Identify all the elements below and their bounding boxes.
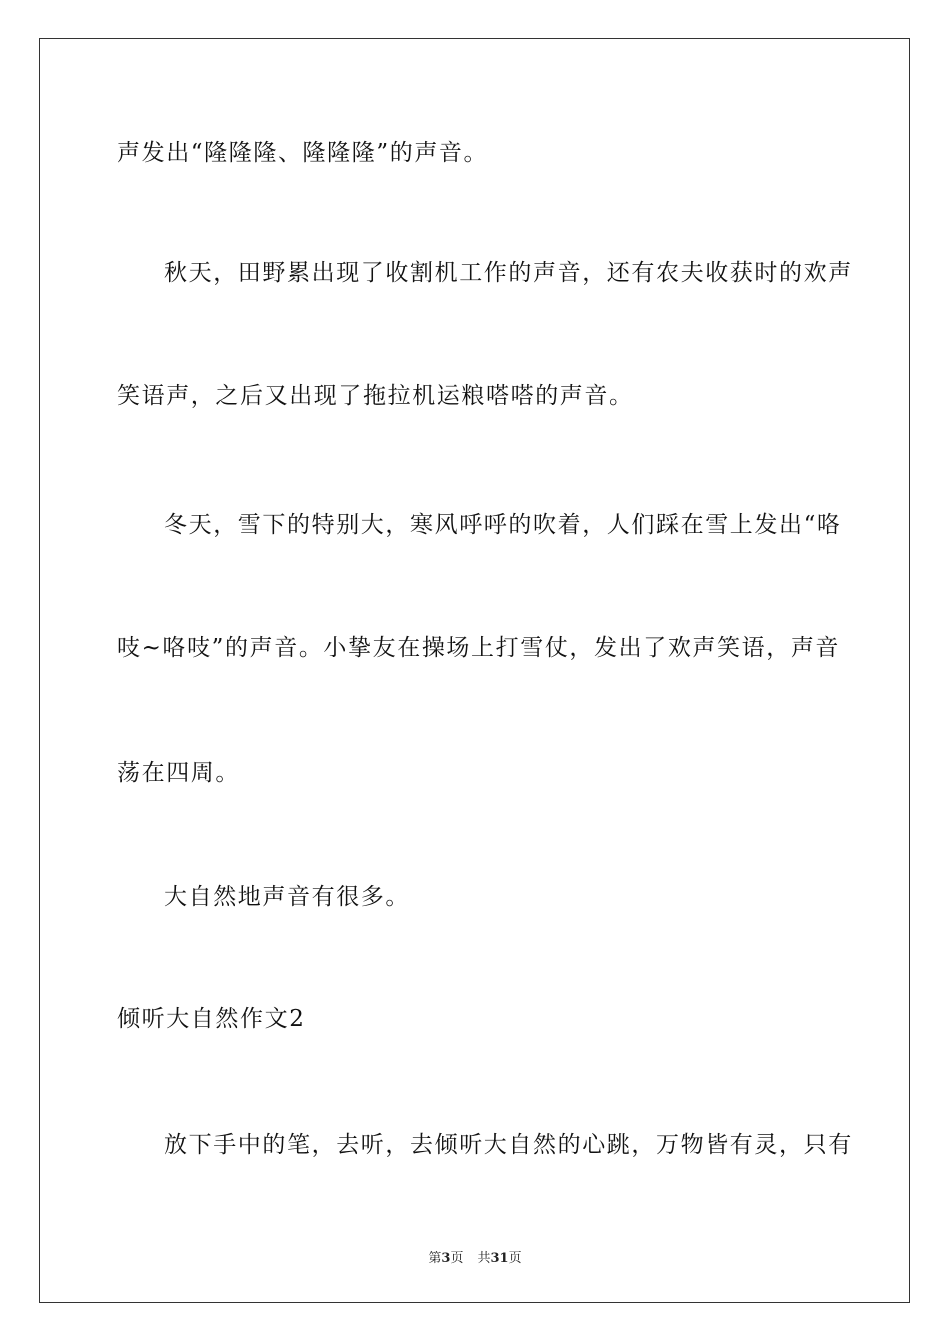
section-heading: 倾听大自然作文2 (117, 1006, 306, 1032)
text-line: 荡在四周。 (117, 760, 240, 786)
text-line: 大自然地声音有很多。 (164, 884, 410, 910)
page-suffix: 页 (450, 1251, 464, 1266)
text-line: 笑语声，之后又出现了拖拉机运粮嗒嗒的声音。 (117, 383, 634, 409)
page-prefix: 第 (428, 1251, 442, 1266)
text-line: 放下手中的笔，去听，去倾听大自然的心跳，万物皆有灵，只有 (164, 1132, 853, 1158)
text-line: 冬天，雪下的特别大，寒风呼呼的吹着，人们踩在雪上发出“咯 (164, 512, 842, 538)
total-prefix: 共 (477, 1251, 491, 1266)
total-page-count: 31 (490, 1251, 509, 1266)
text-line: 声发出“隆隆隆、隆隆隆”的声音。 (117, 140, 489, 166)
page-border (39, 38, 910, 1303)
text-line: 吱~咯吱”的声音。小挚友在操场上打雪仗，发出了欢声笑语，声音 (117, 635, 841, 661)
current-page-number: 3 (441, 1251, 451, 1266)
text-line: 秋天，田野累出现了收割机工作的声音，还有农夫收获时的欢声 (164, 260, 853, 286)
total-suffix: 页 (508, 1251, 522, 1266)
page-footer (0, 1247, 950, 1266)
